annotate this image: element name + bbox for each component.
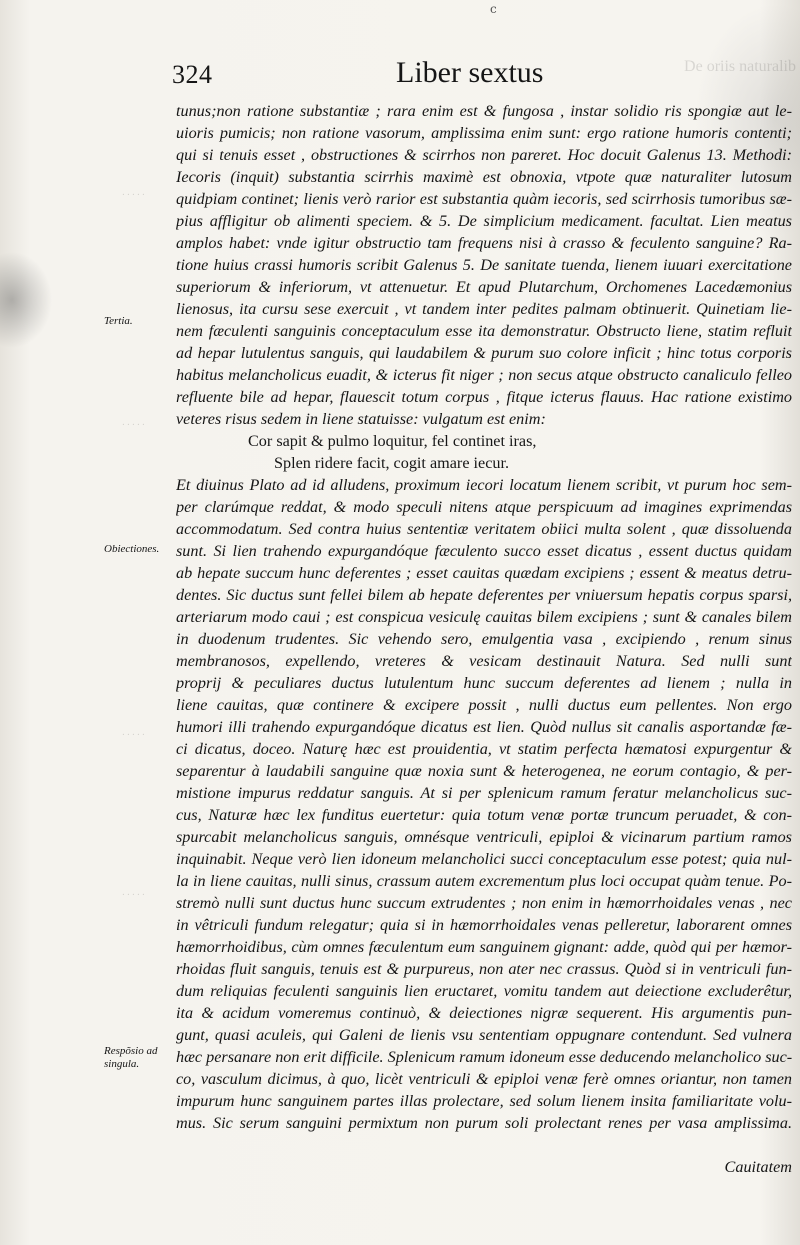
- text-line: dentes. Sic ductus sunt fellei bilem ab hepate deferentes per vniuersum hepatis corpus sparsi,: [176, 586, 792, 604]
- text-line: Et diuinus Plato ad id alludens, proximum iecori locatum lienem scribit, vt purum hoc sem-: [176, 476, 792, 494]
- text-line: proprij & peculiares ductus lutulentum hunc succum deferentes ad lienem ; nulla in: [176, 674, 792, 692]
- text-line: mistione impurus reddatur sanguis. At si per splenicum ramum feratur melancholicus suc-: [176, 784, 792, 802]
- verse-line: Splen ridere facit, cogit amare iecur.: [274, 454, 510, 472]
- text-line: hæc persanare non erit difficile. Splenicum ramum idoneum esse deducendo melancholico suc-: [176, 1048, 792, 1066]
- top-mark: c: [490, 2, 497, 16]
- text-line: uioris pumicis; non ratione vasorum, amplissima enim sunt: ergo ratione humoris contenti;: [176, 124, 792, 142]
- page-header: [172, 56, 792, 96]
- text-line: sunt. Si lien trahendo expurgandóque fæculento succo esset dicatus , essent ductus quidam: [176, 542, 792, 560]
- text-line: impurum hunc sanguinem partes illas prolectare, sed solum lienem insita familiaritate volu-: [176, 1092, 792, 1110]
- text-line: habitus melancholicus euadit, & icterus fit niger ; non secus atque obstructo canaliculo felleo: [176, 366, 792, 384]
- text-line: cus, Naturæ hæc lex funditus euertetur: quia totum venæ portæ truncum peruadet, & con-: [176, 806, 792, 824]
- text-line: humori illi trahendo expurgandóque dicatus est lien. Quòd nullus sit canalis asportandæ fæ-: [176, 718, 792, 736]
- text-line: mus. Sic serum sanguini permixtum non purum soli prolectant renes per vasa amplissima.: [176, 1114, 792, 1132]
- running-head: Liber sextus: [396, 56, 544, 89]
- text-line: per clarúmque reddat, & modo speculi nitens atque perspicuum ad imagines exprimendas: [176, 498, 792, 516]
- text-line: co, vasculum dicimus, à quo, licèt ventriculi & epiploi venæ ferè omnes oriantur, non tamen: [176, 1070, 792, 1088]
- faded-margin-note: · · · · ·: [122, 190, 145, 201]
- text-line: lienosus, ita cursu sese exercuit , vt tandem inter pedites palmam obtinuerit. Quinetiam lie-: [176, 300, 792, 318]
- faded-margin-note: · · · · ·: [122, 890, 145, 901]
- text-line: amplos habet: vnde igitur obstructio tam frequens nisi à crasso & feculento sanguine? Ra-: [176, 234, 792, 252]
- verse-line: Cor sapit & pulmo loquitur, fel continet iras,: [248, 432, 537, 450]
- text-line: spurcabit melancholicus sanguis, omnésque ventriculi, epiploi & vicinarum partium ramos: [176, 828, 792, 846]
- text-line: separentur à laudabili sanguine quæ noxia sunt & heterogenea, ne eorum contagio, & per-: [176, 762, 792, 780]
- text-line: Iecoris (inquit) substantia scirrhis maximè est obnoxia, vtpote quæ naturaliter lutosum: [176, 168, 792, 186]
- text-line: accommodatum. Sed contra huius sententiæ veritatem obiici multa solent , quæ dissoluenda: [176, 520, 792, 538]
- text-line: in duodenum trudentes. Sic vehendo sero, emulgentia vasa , excipiendo , renum sinus: [176, 630, 792, 648]
- margin-note-tertia: Tertia.: [104, 315, 133, 327]
- text-line: liene cauitas, quæ continere & excipere possit , nulli ductus eum pellentes. Non ergo: [176, 696, 792, 714]
- text-line: dum reliquias feculenti sanguinis lien eructaret, vomitu tandem aut deiectione excluderêtur,: [176, 982, 792, 1000]
- text-line: pius affligitur ob alimenti speciem. & 5. De simplicium medicament. facultat. Lien meatus: [176, 212, 792, 230]
- text-line: inquinabit. Neque verò lien idoneum melancholici succi conceptaculum esse potest; quia nul-: [176, 850, 792, 868]
- main-text-block: [176, 100, 792, 1178]
- text-line: refluente bile ad hepar, flauescit totum corpus , fitque icterus flauus. Hac ratione existimo: [176, 388, 792, 406]
- faded-margin-note: · · · · ·: [122, 420, 145, 431]
- text-line: arteriarum modo caui ; est conspicua vesiculę cauitas bilem excipiens ; sunt & canales bilem: [176, 608, 792, 626]
- text-line: veteres risus sedem in liene statuisse: vulgatum est enim:: [176, 410, 546, 428]
- catchword: Cauitatem: [724, 1158, 792, 1176]
- text-line: quidpiam continet; lienis verò rarior est substantia quàm iecoris, sed scirrhosis tumoribus sæ-: [176, 190, 792, 208]
- text-line: qui si tenuis esset , obstructiones & scirrhos non pareret. Hoc docuit Galenus 13. Methodi:: [176, 146, 792, 164]
- text-line: in vêtriculi fundum relegatur; quia si in hæmorrhoidales venas pelleretur, laborarent omnes: [176, 916, 792, 934]
- text-line: nem fæculenti sanguinis conceptaculum esse ita demonstratur. Obstructo liene, statim refluit: [176, 322, 792, 340]
- text-line: stremò nulli sunt ductus hunc succum extrudentes ; non enim in hæmorrhoidales venas , nec: [176, 894, 792, 912]
- text-line: la in liene cauitas, nulli sinus, crassum autem excrementum plus loci occupat quàm tenue. Po-: [176, 872, 792, 890]
- text-line: rhoidas fluit sanguis, tenuis est & purpureus, non ater nec crassus. Quòd si in ventriculi fun-: [176, 960, 792, 978]
- text-line: tione huius crassi humoris scribit Galenus 5. De sanitate tuenda, lienem iuuari exercitatione: [176, 256, 792, 274]
- text-line: [176, 1134, 792, 1156]
- text-line: gunt, quasi aculeis, qui Galeni de lienis vsu sententiam oppugnare contendunt. Sed vulnera: [176, 1026, 792, 1044]
- margin-note-obiectiones: Obiectiones.: [104, 543, 160, 555]
- faded-margin-note: · · · · ·: [122, 730, 145, 741]
- text-line: ci dicatus, doceo. Naturę hæc est prouidentia, vt statim perfecta hæmatosi expurgentur &: [176, 740, 792, 758]
- page-number: 324: [172, 60, 213, 89]
- text-line: hæmorrhoidibus, cùm omnes fæculentum eum sanguinem gignant: adde, quòd qui per hæmor-: [176, 938, 792, 956]
- bleed-through-text: De oriis naturalib: [684, 58, 796, 75]
- text-line: tunus;non ratione substantiæ ; rara enim est & fungosa , instar solidio ris spongiæ aut le-: [176, 102, 792, 120]
- text-line: superiorum & inferiorum, vt attenuetur. Et apud Plutarchum, Orchomenes Lacedæmonius: [176, 278, 792, 296]
- margin-note-responsio: Respõsio ad singula.: [104, 1045, 158, 1070]
- text-line: ad hepar lutulentus sanguis, qui laudabilem & purum suo colore inficit ; hinc totus corporis: [176, 344, 792, 362]
- text-line: ita & acidum vomeremus continuò, & deiectiones nigræ sequerent. His argumentis pun-: [176, 1004, 792, 1022]
- text-line: membranosos, expellendo, vreteres & vesicam destinauit Natura. Sed nulli sunt: [176, 652, 792, 670]
- text-line: ab hepate succum hunc deferentes ; esset cauitas quædam excipiens ; essent & meatus detru-: [176, 564, 792, 582]
